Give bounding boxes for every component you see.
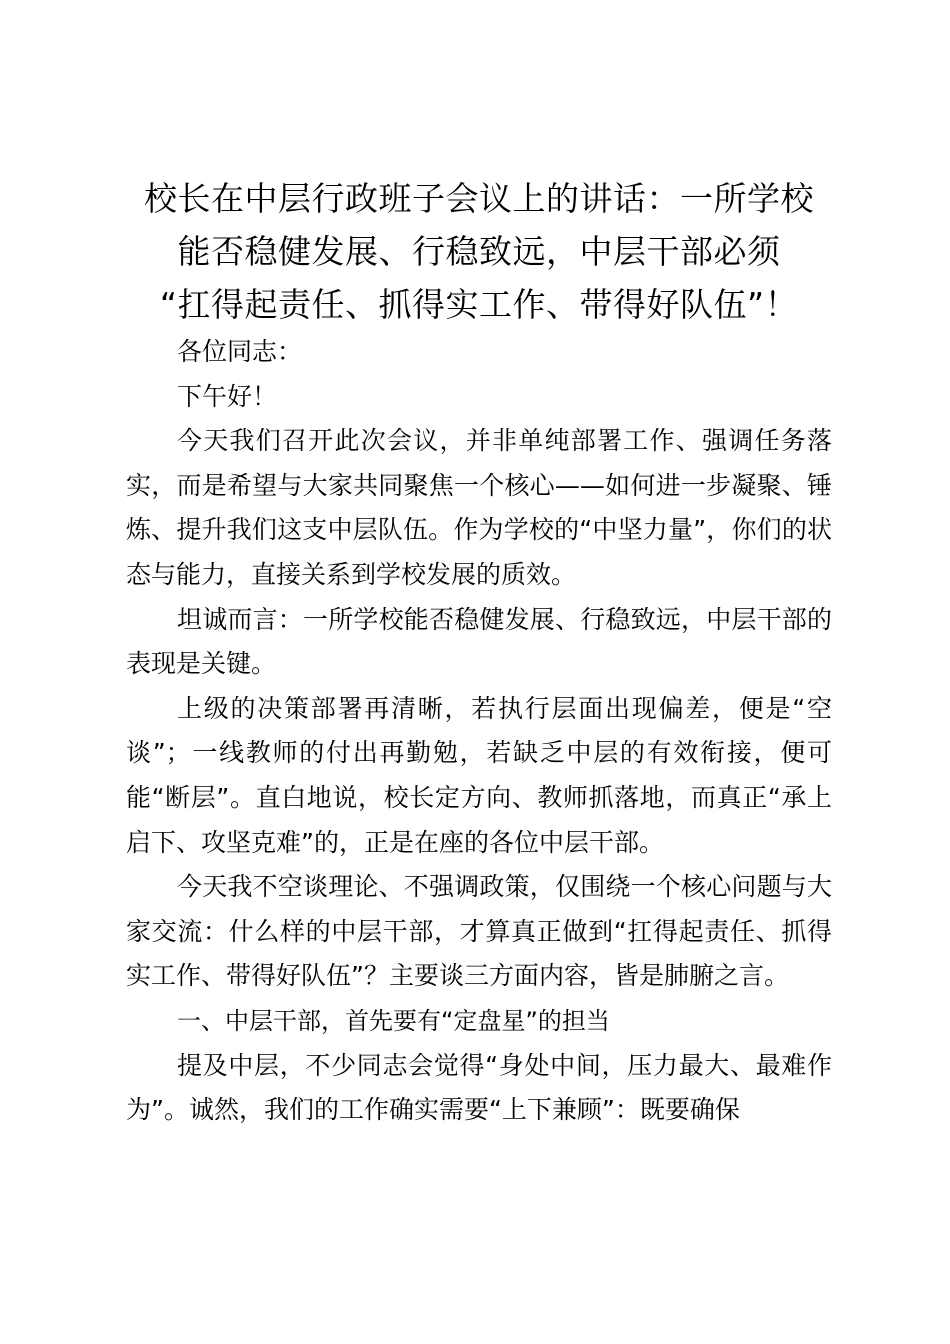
document-body [126, 330, 832, 1133]
greeting: 各位同志： [177, 337, 303, 366]
section-heading: 一、中层干部，首先要有“定盘星”的担当 [177, 1006, 610, 1035]
document-title [126, 172, 832, 331]
title-line-3: “扛得起责任、抓得实工作、带得好队伍”！ [159, 285, 799, 324]
paragraph-3: 上级的决策部署再清晰，若执行层面出现偏差，便是“空谈”；一线教师的付出再勤勉，若缺乏中层的有效衔接，便可能“断层”。直白地说，校长定方向、教师抓落地，而真正“承上启下、攻坚克难”的，正是在座的各位中层干部。 [126, 693, 832, 857]
title-line-2: 能否稳健发展、行稳致远，中层干部必须 [177, 232, 781, 271]
paragraph-4: 今天我不空谈理论、不强调政策，仅围绕一个核心问题与大家交流：什么样的中层干部，才算真正做到“扛得起责任、抓得实工作、带得好队伍”？主要谈三方面内容，皆是肺腑之言。 [126, 872, 832, 991]
paragraph-1: 今天我们召开此次会议，并非单纯部署工作、强调任务落实，而是希望与大家共同聚焦一个核心——如何进一步凝聚、锤炼、提升我们这支中层队伍。作为学校的“中坚力量”，你们的状态与能力，直接关系到学校发展的质效。 [126, 426, 832, 589]
section-paragraph: 提及中层，不少同志会觉得“身处中间，压力最大、最难作为”。诚然，我们的工作确实需要“上下兼顾”：既要确保 [126, 1050, 832, 1125]
paragraph-2: 坦诚而言：一所学校能否稳健发展、行稳致远，中层干部的表现是关键。 [126, 604, 832, 679]
title-line-1: 校长在中层行政班子会议上的讲话：一所学校 [144, 179, 814, 218]
salutation: 下午好！ [177, 381, 278, 411]
